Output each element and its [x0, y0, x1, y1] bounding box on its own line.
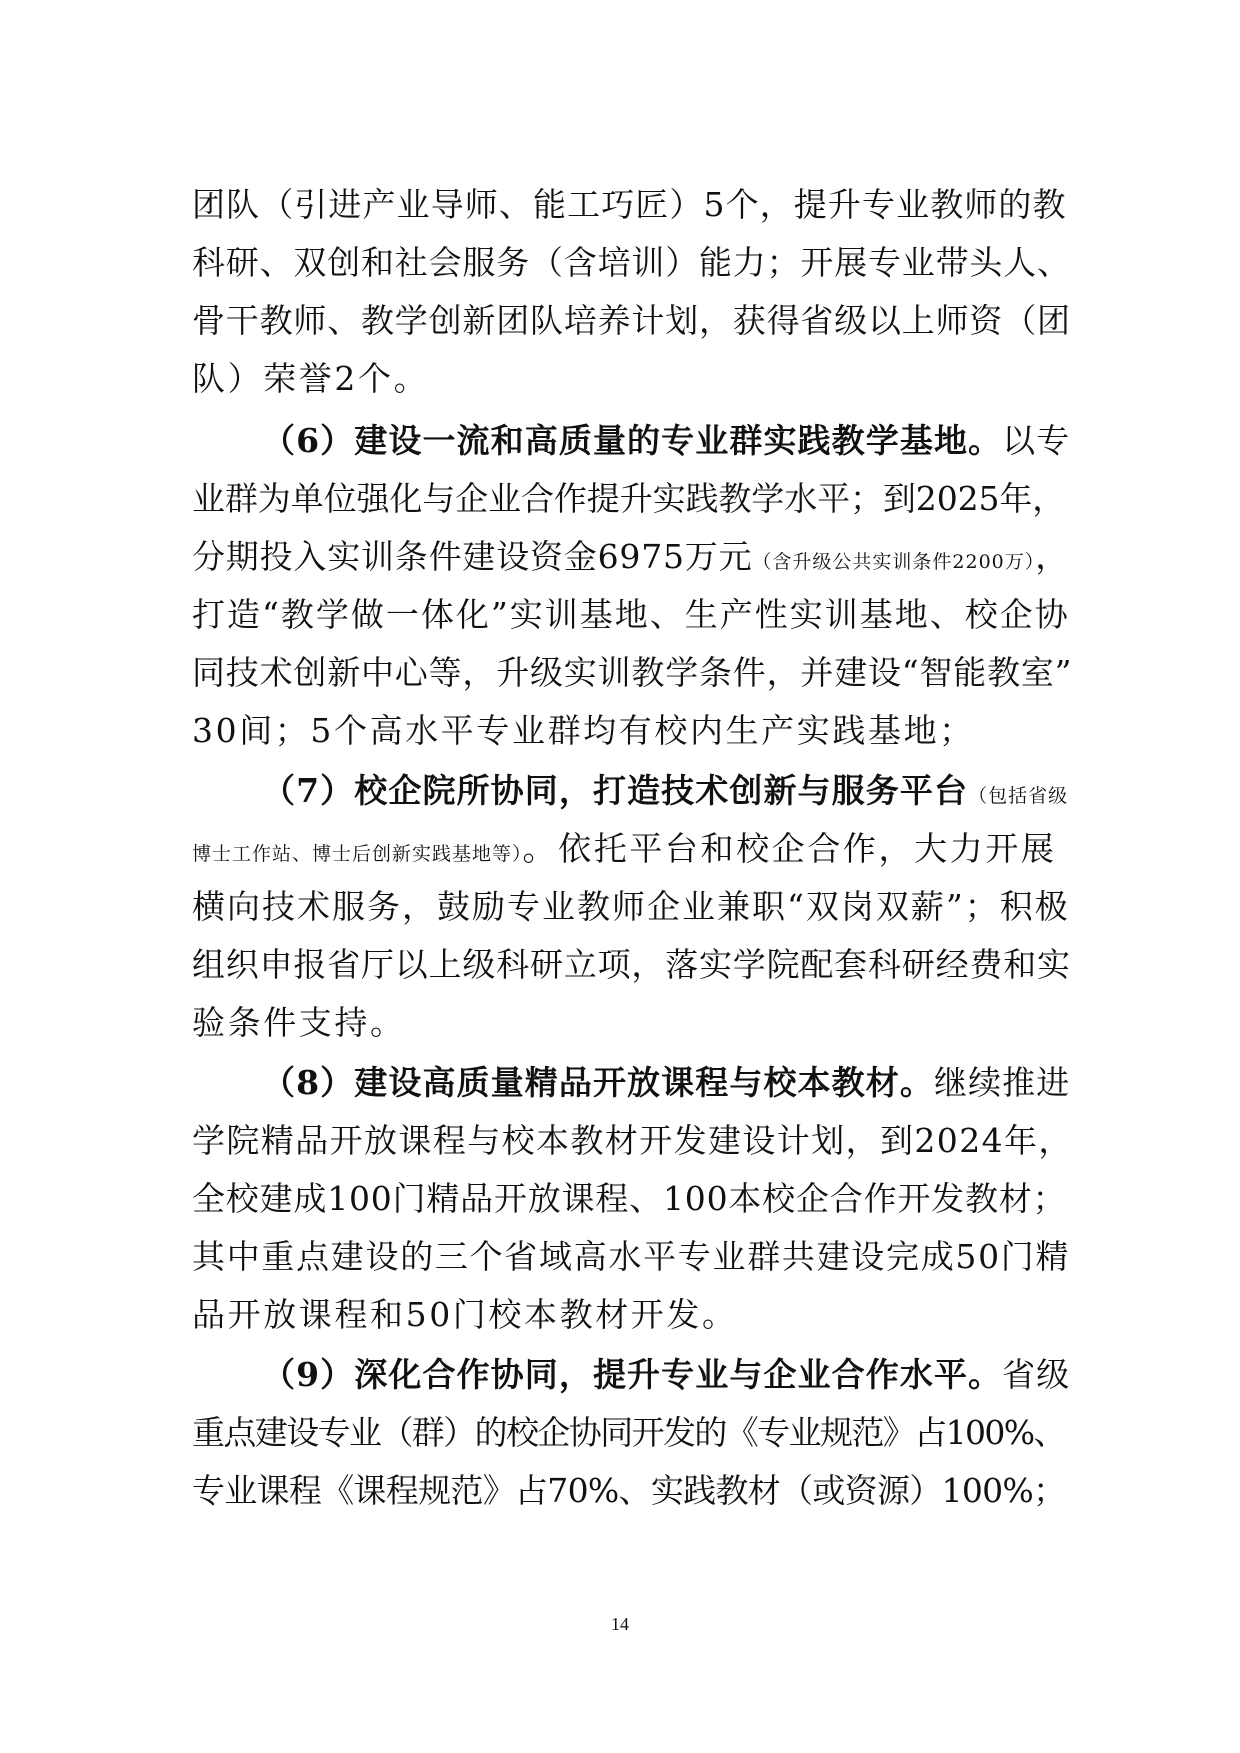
paragraph-line — [192, 994, 1072, 1052]
paragraph-line — [192, 586, 1072, 644]
paragraph-line — [192, 350, 1072, 408]
paragraph-line — [192, 1462, 1072, 1520]
section-heading-line — [262, 412, 1072, 470]
paragraph-line — [192, 820, 1072, 878]
paragraph-line — [192, 470, 1072, 528]
section-heading: （8）建设高质量精品开放课程与校本教材。 — [262, 1063, 934, 1102]
paragraph-line — [192, 1112, 1072, 1170]
line-text: 其中重点建设的三个省域高水平专业群共建设完成50门精 — [192, 1237, 1071, 1276]
line-text: 专业课程《课程规范》占70%、实践教材（或资源）100%； — [192, 1471, 1066, 1510]
line-text: 分期投入实训条件建设资金6975万元 — [192, 537, 753, 576]
line-text: 科研、双创和社会服务（含培训）能力；开展专业带头人、 — [192, 243, 1071, 282]
paragraph-line — [192, 1228, 1072, 1286]
note-text: 博士工作站、博士后创新实践基地等） — [192, 843, 523, 865]
line-text: 团队（引进产业导师、能工巧匠）5个，提升专业教师的教 — [192, 185, 1067, 224]
section-heading: （6）建设一流和高质量的专业群实践教学基地。 — [262, 421, 1003, 460]
paragraph-line — [192, 1170, 1072, 1228]
section-heading: （9）深化合作协同，提升专业与企业合作水平。 — [262, 1355, 1003, 1394]
paragraph-line — [192, 878, 1072, 936]
line-text: 省级 — [1002, 1355, 1071, 1394]
line-text: 以专 — [1002, 421, 1071, 460]
note-text: （含升级公共实训条件2200万） — [752, 551, 1036, 573]
paragraph-line — [192, 936, 1072, 994]
note-text: （包括省级 — [968, 785, 1069, 807]
paragraph-line — [192, 176, 1072, 234]
section-heading-line — [262, 1054, 1072, 1112]
line-text: 队）荣誉2个。 — [192, 359, 430, 398]
paragraph-line — [192, 1286, 1072, 1344]
line-text: 重点建设专业（群）的校企协同开发的《专业规范》占100%、 — [192, 1413, 1065, 1452]
line-text: 30间；5个高水平专业群均有校内生产实践基地； — [192, 711, 975, 750]
page-number: 14 — [611, 1614, 629, 1634]
line-text: 继续推进 — [933, 1063, 1071, 1102]
line-text: 业群为单位强化与企业合作提升实践教学水平；到2025年， — [192, 479, 1066, 518]
line-text: 学院精品开放课程与校本教材开发建设计划，到2024年， — [192, 1121, 1073, 1160]
paragraph-line — [192, 644, 1072, 702]
line-text: ， — [1035, 537, 1070, 576]
section-heading: （7）校企院所协同，打造技术创新与服务平台 — [262, 771, 969, 810]
line-text: 横向技术服务，鼓励专业教师企业兼职“双岗双薪”；积极 — [192, 887, 1070, 926]
line-text: 组织申报省厅以上级科研立项，落实学院配套科研经费和实 — [192, 945, 1071, 984]
line-text: 全校建成100门精品开放课程、100本校企合作开发教材； — [192, 1179, 1067, 1218]
paragraph-line — [192, 528, 1072, 586]
line-text: 。依托平台和校企合作，大力开展 — [522, 829, 1057, 868]
line-text: 品开放课程和50门校本教材开发。 — [192, 1295, 738, 1334]
paragraph-line — [192, 292, 1072, 350]
paragraph-line — [192, 702, 1072, 760]
paragraph-line — [192, 1404, 1072, 1462]
paragraph-line — [192, 234, 1072, 292]
line-text: 骨干教师、教学创新团队培养计划，获得省级以上师资（团 — [192, 301, 1071, 340]
section-heading-line — [262, 762, 1072, 820]
line-text: 验条件支持。 — [192, 1003, 406, 1042]
line-text: 打造“教学做一体化”实训基地、生产性实训基地、校企协 — [192, 595, 1070, 634]
section-heading-line — [262, 1346, 1072, 1404]
line-text: 同技术创新中心等，升级实训教学条件，并建设“智能教室” — [192, 653, 1073, 692]
